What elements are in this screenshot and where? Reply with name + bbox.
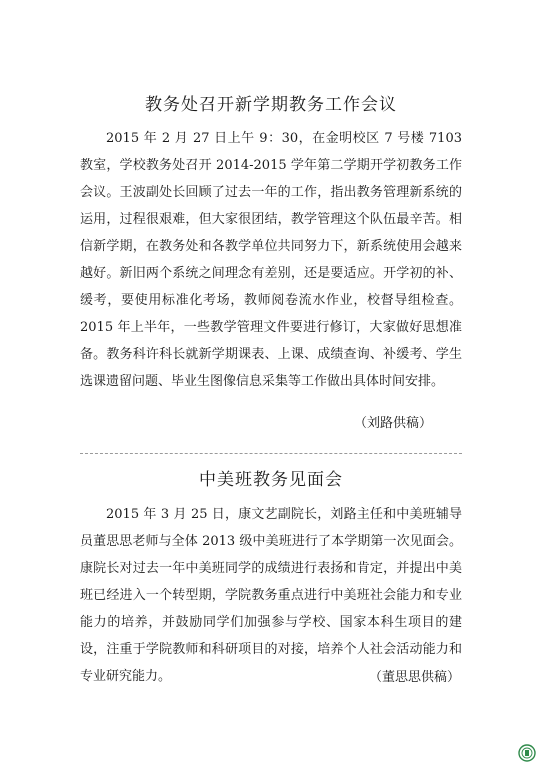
article-2-body-wrap [0,501,542,690]
article-1-body-wrap [0,125,542,395]
article-1-body: 2015 年 2 月 27 日上午 9：30，在金明校区 7 号楼 7103 教室，学校教务处召开 2014-2015 学年第二学期开学初教务工作会议。王波副处长回顾了过去一年的工作，指出教务管理新系统的运用，过程很艰难，但大家很团结，教学管理这个队伍最辛苦。相信新学期，在教务处和各教学单位共同努力下，新系统使用会越来越好。新旧两个系统之间理念有差别，还是要适应。开学初的补、缓考，要使用标准化考场，教师阅卷流水作业，校督导组检查。2015 年上半年，一些教学管理文件要进行修订，大家做好思想准备。教务科许科长就新学期课表、上课、成绩查询、补缓考、学生选课遗留问题、毕业生图像信息采集等工作做出具体时间安排。 [80,131,462,389]
article-1 [0,90,542,115]
article-2-title: 中美班教务见面会 [199,470,343,490]
article-1-byline: （刘路供稿） [353,416,432,431]
article-2-byline: （董思思供稿） [368,670,460,685]
school-emblem-icon [518,744,536,762]
article-2 [0,465,542,490]
article-2-body: 2015 年 3 月 25 日，康文艺副院长，刘路主任和中美班辅导员董思思老师与全体 2013 级中美班进行了本学期第一次见面会。康院长对过去一年中美班同学的成绩进行表扬和肯定，并提出中美班已经进入一个转型期，学院教务重点进行中美班社会能力和专业能力的培养，并鼓励同学们加强参与学校、国家本科生项目的建设，注重于学院教师和科研项目的对接，培养个人社会活动能力和专业研究能力。 [80,507,462,684]
article-1-title: 教务处召开新学期教务工作会议 [145,95,397,115]
section-divider [80,453,462,454]
